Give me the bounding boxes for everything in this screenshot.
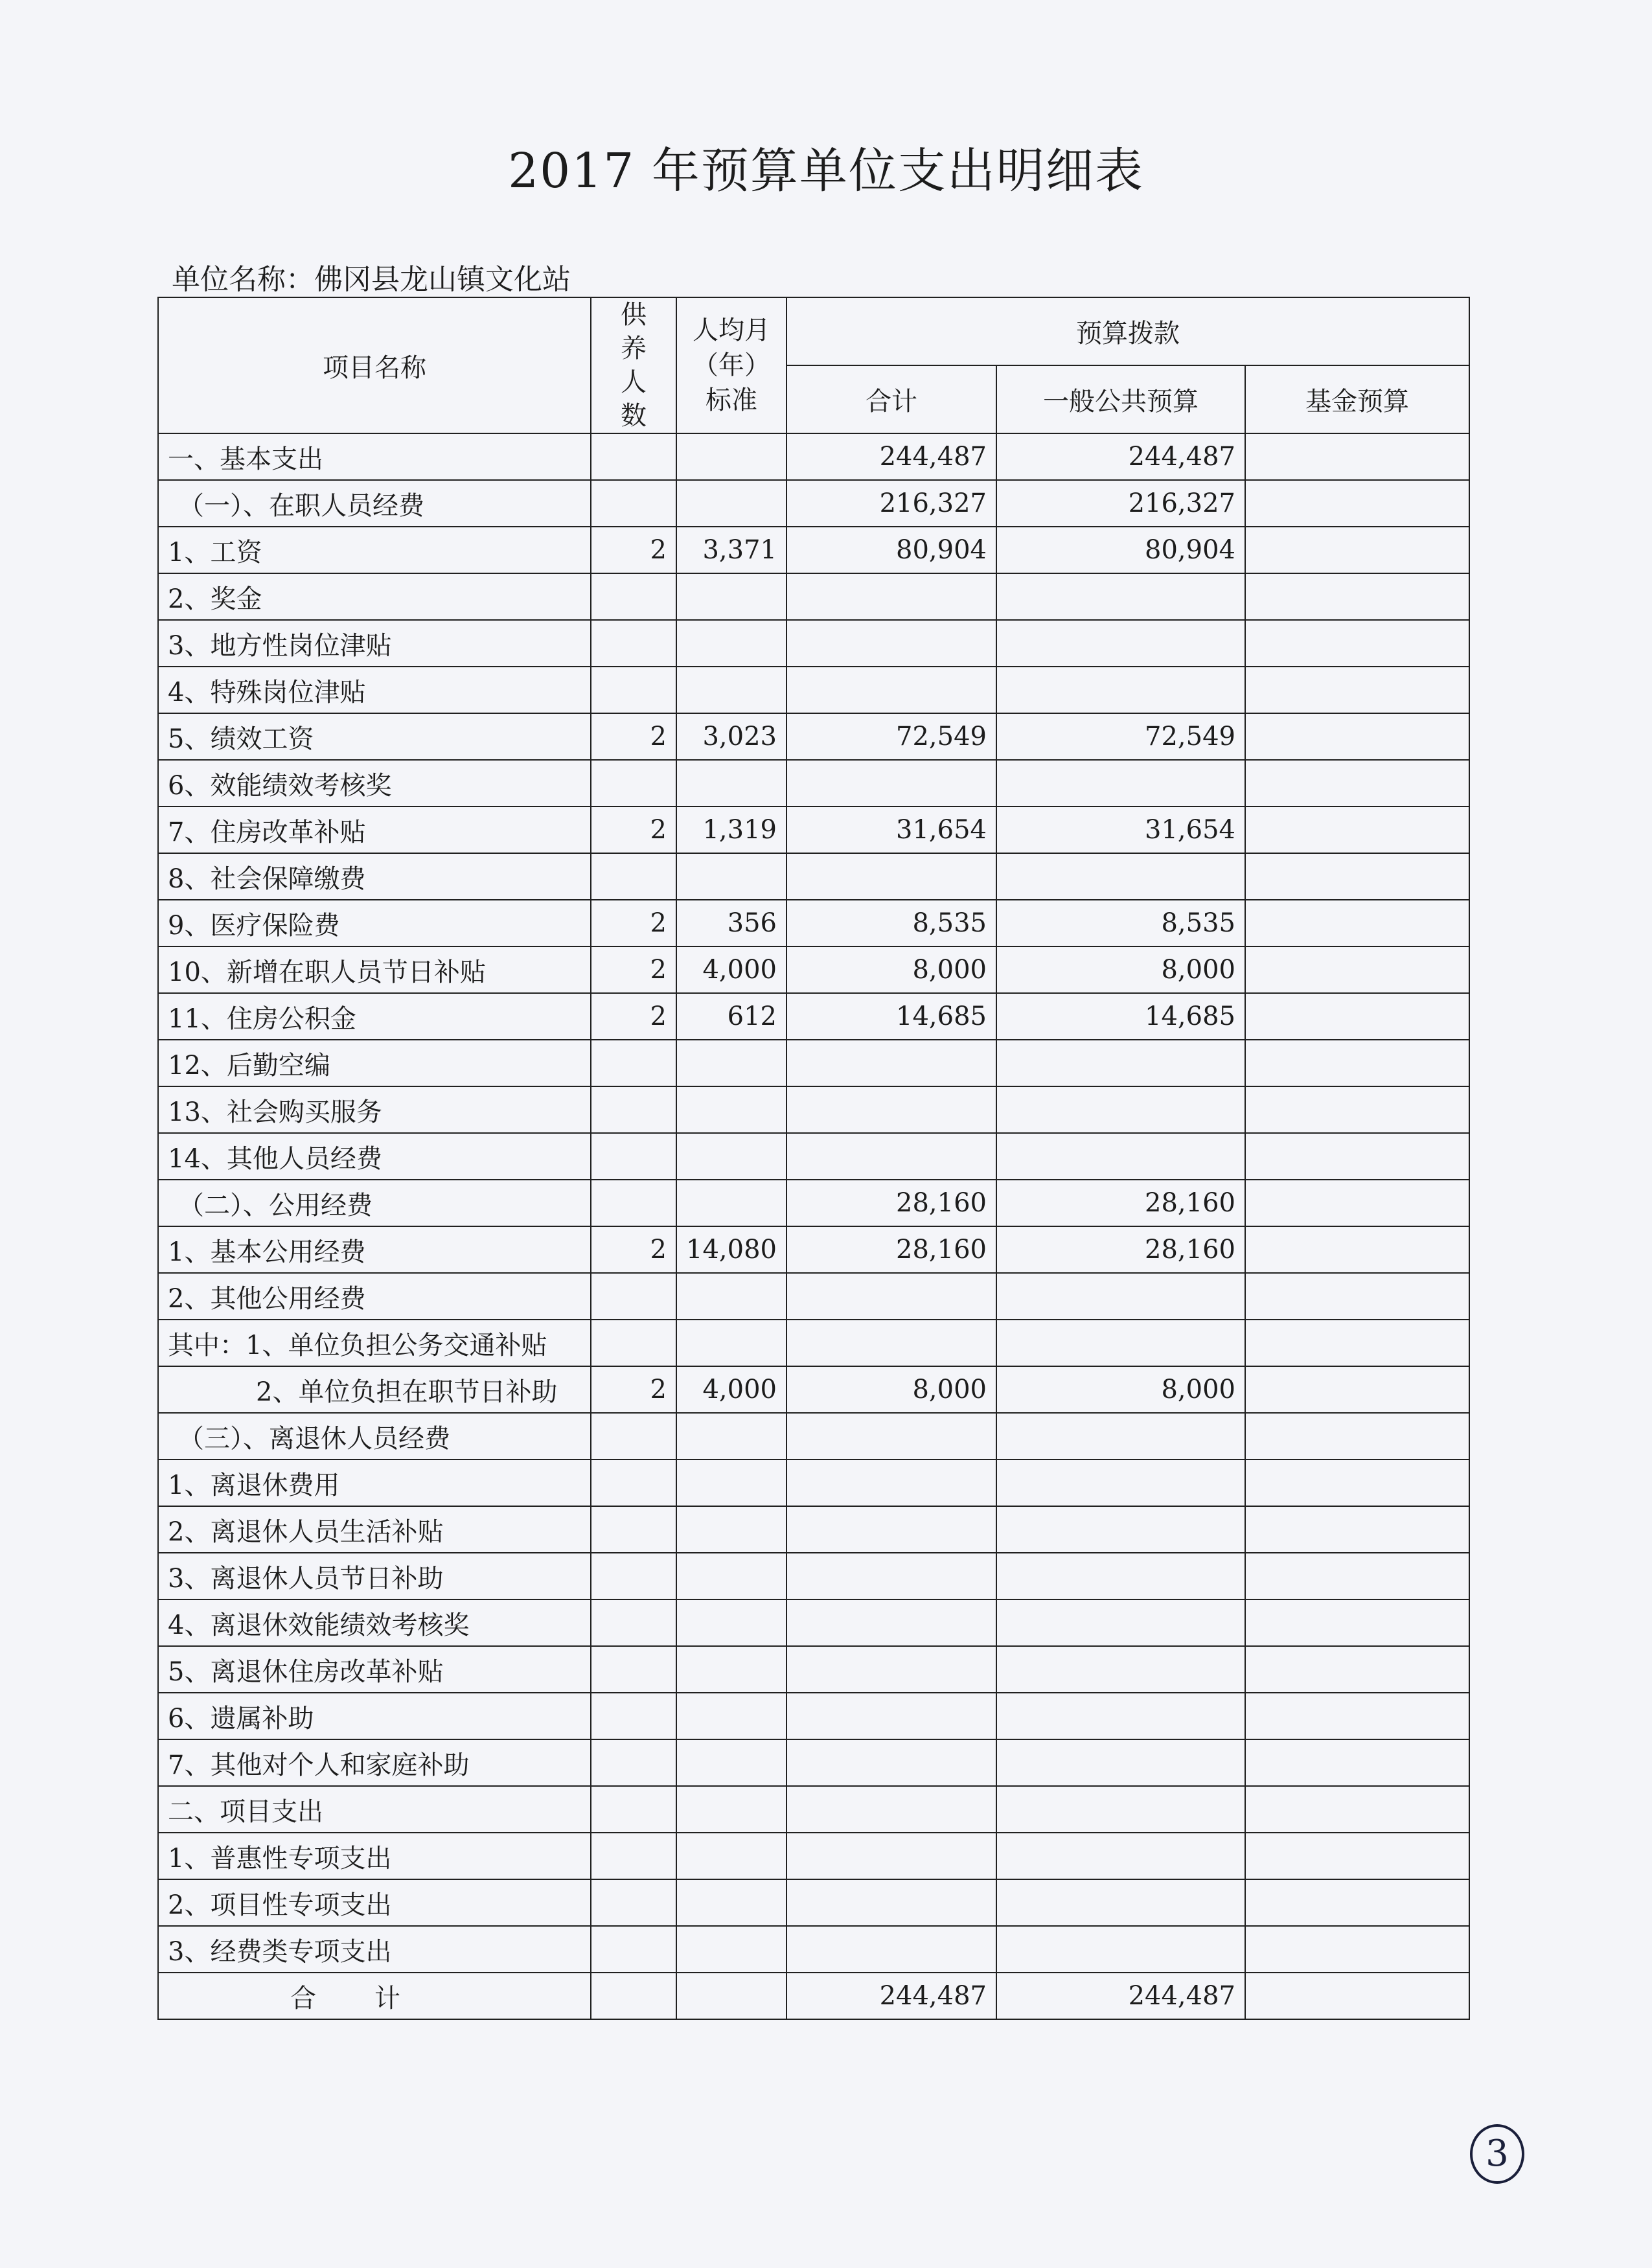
total-fund	[1245, 1973, 1469, 2019]
row-total	[786, 1599, 996, 1646]
header-standard-line3: 标准	[706, 385, 757, 415]
row-general	[996, 1553, 1245, 1599]
table-row	[158, 1180, 1469, 1226]
table-row	[158, 1040, 1469, 1086]
row-standard	[676, 1133, 786, 1180]
table-row	[158, 993, 1469, 1040]
row-people	[591, 853, 676, 900]
row-general	[996, 853, 1245, 900]
row-item-name: 14、其他人员经费	[158, 1133, 591, 1180]
row-item-name: 11、住房公积金	[158, 993, 591, 1040]
table-row	[158, 807, 1469, 853]
row-item-name: 3、地方性岗位津贴	[158, 620, 591, 667]
row-standard: 3,023	[676, 713, 786, 760]
row-fund	[1245, 946, 1469, 993]
row-fund	[1245, 1553, 1469, 1599]
row-total	[786, 853, 996, 900]
row-fund	[1245, 1320, 1469, 1366]
row-general: 8,000	[996, 1366, 1245, 1413]
total-general: 244,487	[996, 1973, 1245, 2019]
row-people	[591, 667, 676, 713]
row-item-name: 13、社会购买服务	[158, 1086, 591, 1133]
row-item-name: 9、医疗保险费	[158, 900, 591, 946]
row-standard	[676, 1460, 786, 1506]
row-standard	[676, 667, 786, 713]
row-total	[786, 667, 996, 713]
row-fund	[1245, 1833, 1469, 1879]
header-item-name: 项目名称	[158, 297, 591, 433]
row-total	[786, 760, 996, 807]
row-standard	[676, 1646, 786, 1693]
row-total: 80,904	[786, 527, 996, 573]
row-fund	[1245, 760, 1469, 807]
unit-name: 单位名称：佛冈县龙山镇文化站	[172, 263, 571, 296]
row-total	[786, 1086, 996, 1133]
row-total: 14,685	[786, 993, 996, 1040]
header-standard-line2: （年）	[693, 350, 770, 380]
row-standard	[676, 1320, 786, 1366]
row-fund	[1245, 1506, 1469, 1553]
row-item-name: 一、基本支出	[158, 433, 591, 480]
row-item-name: 1、工资	[158, 527, 591, 573]
row-standard	[676, 853, 786, 900]
row-people	[591, 1133, 676, 1180]
row-general: 244,487	[996, 433, 1245, 480]
header-standard	[676, 297, 786, 433]
row-item-name: 1、离退休费用	[158, 1460, 591, 1506]
row-general	[996, 1413, 1245, 1460]
row-general: 80,904	[996, 527, 1245, 573]
row-total	[786, 620, 996, 667]
table-row	[158, 620, 1469, 667]
row-item-name: 7、住房改革补贴	[158, 807, 591, 853]
row-people	[591, 1506, 676, 1553]
table-row	[158, 853, 1469, 900]
table-header-row	[158, 297, 1469, 365]
row-general: 8,535	[996, 900, 1245, 946]
row-total	[786, 1413, 996, 1460]
row-total: 28,160	[786, 1226, 996, 1273]
row-people	[591, 1879, 676, 1926]
row-standard	[676, 1786, 786, 1833]
row-standard	[676, 1833, 786, 1879]
row-fund	[1245, 1040, 1469, 1086]
row-people	[591, 480, 676, 527]
row-total	[786, 1133, 996, 1180]
row-standard: 612	[676, 993, 786, 1040]
total-standard	[676, 1973, 786, 2019]
table-row	[158, 1833, 1469, 1879]
row-people	[591, 1553, 676, 1599]
table-row	[158, 1320, 1469, 1366]
row-standard	[676, 760, 786, 807]
row-fund	[1245, 1693, 1469, 1739]
row-standard	[676, 1506, 786, 1553]
header-people: 供养人数	[591, 297, 676, 433]
row-item-name: （一）、在职人员经费	[158, 480, 591, 527]
row-general	[996, 1739, 1245, 1786]
total-row	[158, 1973, 1469, 2019]
table-row	[158, 573, 1469, 620]
table-row	[158, 946, 1469, 993]
row-item-name: 7、其他对个人和家庭补助	[158, 1739, 591, 1786]
row-fund	[1245, 1646, 1469, 1693]
row-standard	[676, 1599, 786, 1646]
row-people	[591, 1599, 676, 1646]
header-total: 合计	[786, 365, 996, 433]
row-standard: 4,000	[676, 1366, 786, 1413]
header-appropriation: 预算拨款	[786, 297, 1469, 365]
table-row	[158, 1553, 1469, 1599]
row-general	[996, 573, 1245, 620]
row-people	[591, 1926, 676, 1973]
row-standard	[676, 1273, 786, 1320]
page-title: 2017 年预算单位支出明细表	[508, 143, 1144, 199]
table-row	[158, 480, 1469, 527]
row-item-name: 2、单位负担在职节日补助	[158, 1366, 591, 1413]
row-fund	[1245, 1133, 1469, 1180]
row-standard	[676, 1553, 786, 1599]
row-general	[996, 620, 1245, 667]
row-fund	[1245, 1273, 1469, 1320]
row-standard	[676, 573, 786, 620]
row-people	[591, 1786, 676, 1833]
row-fund	[1245, 993, 1469, 1040]
row-standard	[676, 480, 786, 527]
row-fund	[1245, 1086, 1469, 1133]
row-people	[591, 760, 676, 807]
row-total	[786, 1040, 996, 1086]
row-item-name: 2、其他公用经费	[158, 1273, 591, 1320]
row-people: 2	[591, 713, 676, 760]
row-general	[996, 1040, 1245, 1086]
row-item-name: 3、离退休人员节日补助	[158, 1553, 591, 1599]
row-item-name: 2、离退休人员生活补贴	[158, 1506, 591, 1553]
row-fund	[1245, 1599, 1469, 1646]
total-total: 244,487	[786, 1973, 996, 2019]
row-total: 8,000	[786, 1366, 996, 1413]
row-standard: 3,371	[676, 527, 786, 573]
row-general: 31,654	[996, 807, 1245, 853]
row-fund	[1245, 1180, 1469, 1226]
row-general: 8,000	[996, 946, 1245, 993]
row-people: 2	[591, 900, 676, 946]
row-fund	[1245, 1413, 1469, 1460]
table-row	[158, 1133, 1469, 1180]
row-total	[786, 1460, 996, 1506]
row-item-name: 10、新增在职人员节日补贴	[158, 946, 591, 993]
row-fund	[1245, 1226, 1469, 1273]
row-fund	[1245, 667, 1469, 713]
row-fund	[1245, 620, 1469, 667]
row-general	[996, 1273, 1245, 1320]
table-row	[158, 1086, 1469, 1133]
table-row	[158, 1879, 1469, 1926]
row-total: 31,654	[786, 807, 996, 853]
row-general	[996, 1786, 1245, 1833]
row-general	[996, 760, 1245, 807]
row-people	[591, 1180, 676, 1226]
row-total: 28,160	[786, 1180, 996, 1226]
row-item-name: 6、遗属补助	[158, 1693, 591, 1739]
row-total	[786, 1320, 996, 1366]
row-fund	[1245, 807, 1469, 853]
row-item-name: 1、普惠性专项支出	[158, 1833, 591, 1879]
row-item-name: 5、绩效工资	[158, 713, 591, 760]
row-people: 2	[591, 993, 676, 1040]
table-row	[158, 1739, 1469, 1786]
row-standard	[676, 1879, 786, 1926]
row-people	[591, 1413, 676, 1460]
row-fund	[1245, 433, 1469, 480]
row-people	[591, 1086, 676, 1133]
row-item-name: 其中：1、单位负担公务交通补贴	[158, 1320, 591, 1366]
row-fund	[1245, 1739, 1469, 1786]
row-people	[591, 433, 676, 480]
row-total	[786, 1833, 996, 1879]
row-item-name: 8、社会保障缴费	[158, 853, 591, 900]
row-total: 8,535	[786, 900, 996, 946]
row-item-name: 二、项目支出	[158, 1786, 591, 1833]
row-standard: 14,080	[676, 1226, 786, 1273]
row-general	[996, 667, 1245, 713]
row-fund	[1245, 853, 1469, 900]
row-total: 216,327	[786, 480, 996, 527]
row-item-name: 2、项目性专项支出	[158, 1879, 591, 1926]
row-standard	[676, 1693, 786, 1739]
table-row	[158, 1226, 1469, 1273]
row-total	[786, 1693, 996, 1739]
row-item-name: 1、基本公用经费	[158, 1226, 591, 1273]
row-general	[996, 1320, 1245, 1366]
row-general	[996, 1926, 1245, 1973]
row-standard: 4,000	[676, 946, 786, 993]
row-general: 14,685	[996, 993, 1245, 1040]
row-general	[996, 1086, 1245, 1133]
row-item-name: 6、效能绩效考核奖	[158, 760, 591, 807]
row-standard	[676, 1739, 786, 1786]
row-people	[591, 1693, 676, 1739]
table-row	[158, 1786, 1469, 1833]
page-number-text: 3	[1486, 2133, 1509, 2175]
row-general	[996, 1879, 1245, 1926]
row-total	[786, 1739, 996, 1786]
row-fund	[1245, 1460, 1469, 1506]
row-people	[591, 1646, 676, 1693]
header-general: 一般公共预算	[996, 365, 1245, 433]
row-fund	[1245, 1786, 1469, 1833]
row-general	[996, 1693, 1245, 1739]
row-total	[786, 573, 996, 620]
row-standard: 356	[676, 900, 786, 946]
row-people	[591, 1273, 676, 1320]
table-row	[158, 1506, 1469, 1553]
row-total	[786, 1926, 996, 1973]
row-fund	[1245, 480, 1469, 527]
row-total	[786, 1553, 996, 1599]
table-row	[158, 900, 1469, 946]
table-row	[158, 1366, 1469, 1413]
total-label: 合计	[158, 1973, 591, 2019]
table-row	[158, 667, 1469, 713]
row-total: 8,000	[786, 946, 996, 993]
row-people	[591, 1833, 676, 1879]
row-general: 216,327	[996, 480, 1245, 527]
row-total	[786, 1506, 996, 1553]
row-total	[786, 1879, 996, 1926]
table-row	[158, 760, 1469, 807]
row-item-name: 2、奖金	[158, 573, 591, 620]
row-people	[591, 1320, 676, 1366]
row-fund	[1245, 1879, 1469, 1926]
header-standard-line1: 人均月	[693, 315, 770, 345]
row-standard	[676, 1180, 786, 1226]
row-people	[591, 1739, 676, 1786]
row-fund	[1245, 573, 1469, 620]
row-item-name: （二）、公用经费	[158, 1180, 591, 1226]
table-row	[158, 1646, 1469, 1693]
row-item-name: （三）、离退休人员经费	[158, 1413, 591, 1460]
row-general	[996, 1460, 1245, 1506]
row-people: 2	[591, 527, 676, 573]
page-number-mark	[1467, 2122, 1527, 2186]
row-item-name: 5、离退休住房改革补贴	[158, 1646, 591, 1693]
row-people	[591, 573, 676, 620]
row-item-name: 4、特殊岗位津贴	[158, 667, 591, 713]
row-total: 244,487	[786, 433, 996, 480]
row-general: 28,160	[996, 1226, 1245, 1273]
row-standard	[676, 1926, 786, 1973]
row-standard	[676, 433, 786, 480]
row-standard	[676, 1413, 786, 1460]
row-general	[996, 1833, 1245, 1879]
row-general	[996, 1646, 1245, 1693]
row-people	[591, 1460, 676, 1506]
row-general: 72,549	[996, 713, 1245, 760]
row-general	[996, 1133, 1245, 1180]
table-row	[158, 1599, 1469, 1646]
row-standard	[676, 1040, 786, 1086]
row-standard	[676, 620, 786, 667]
row-general: 28,160	[996, 1180, 1245, 1226]
row-general	[996, 1599, 1245, 1646]
row-people: 2	[591, 807, 676, 853]
budget-table	[157, 297, 1470, 2020]
row-item-name: 3、经费类专项支出	[158, 1926, 591, 1973]
row-total	[786, 1786, 996, 1833]
row-people	[591, 620, 676, 667]
table-row	[158, 1926, 1469, 1973]
row-total: 72,549	[786, 713, 996, 760]
row-item-name: 12、后勤空编	[158, 1040, 591, 1086]
row-people: 2	[591, 946, 676, 993]
row-general	[996, 1506, 1245, 1553]
row-people	[591, 1040, 676, 1086]
row-fund	[1245, 527, 1469, 573]
total-people	[591, 1973, 676, 2019]
row-fund	[1245, 900, 1469, 946]
table-row	[158, 1460, 1469, 1506]
row-total	[786, 1273, 996, 1320]
row-total	[786, 1646, 996, 1693]
row-standard	[676, 1086, 786, 1133]
table-row	[158, 1273, 1469, 1320]
table-row	[158, 713, 1469, 760]
table-row	[158, 433, 1469, 480]
table-row	[158, 1693, 1469, 1739]
header-fund: 基金预算	[1245, 365, 1469, 433]
row-fund	[1245, 1926, 1469, 1973]
row-item-name: 4、离退休效能绩效考核奖	[158, 1599, 591, 1646]
row-people: 2	[591, 1226, 676, 1273]
row-fund	[1245, 1366, 1469, 1413]
row-fund	[1245, 713, 1469, 760]
row-standard: 1,319	[676, 807, 786, 853]
row-people: 2	[591, 1366, 676, 1413]
table-row	[158, 1413, 1469, 1460]
table-row	[158, 527, 1469, 573]
